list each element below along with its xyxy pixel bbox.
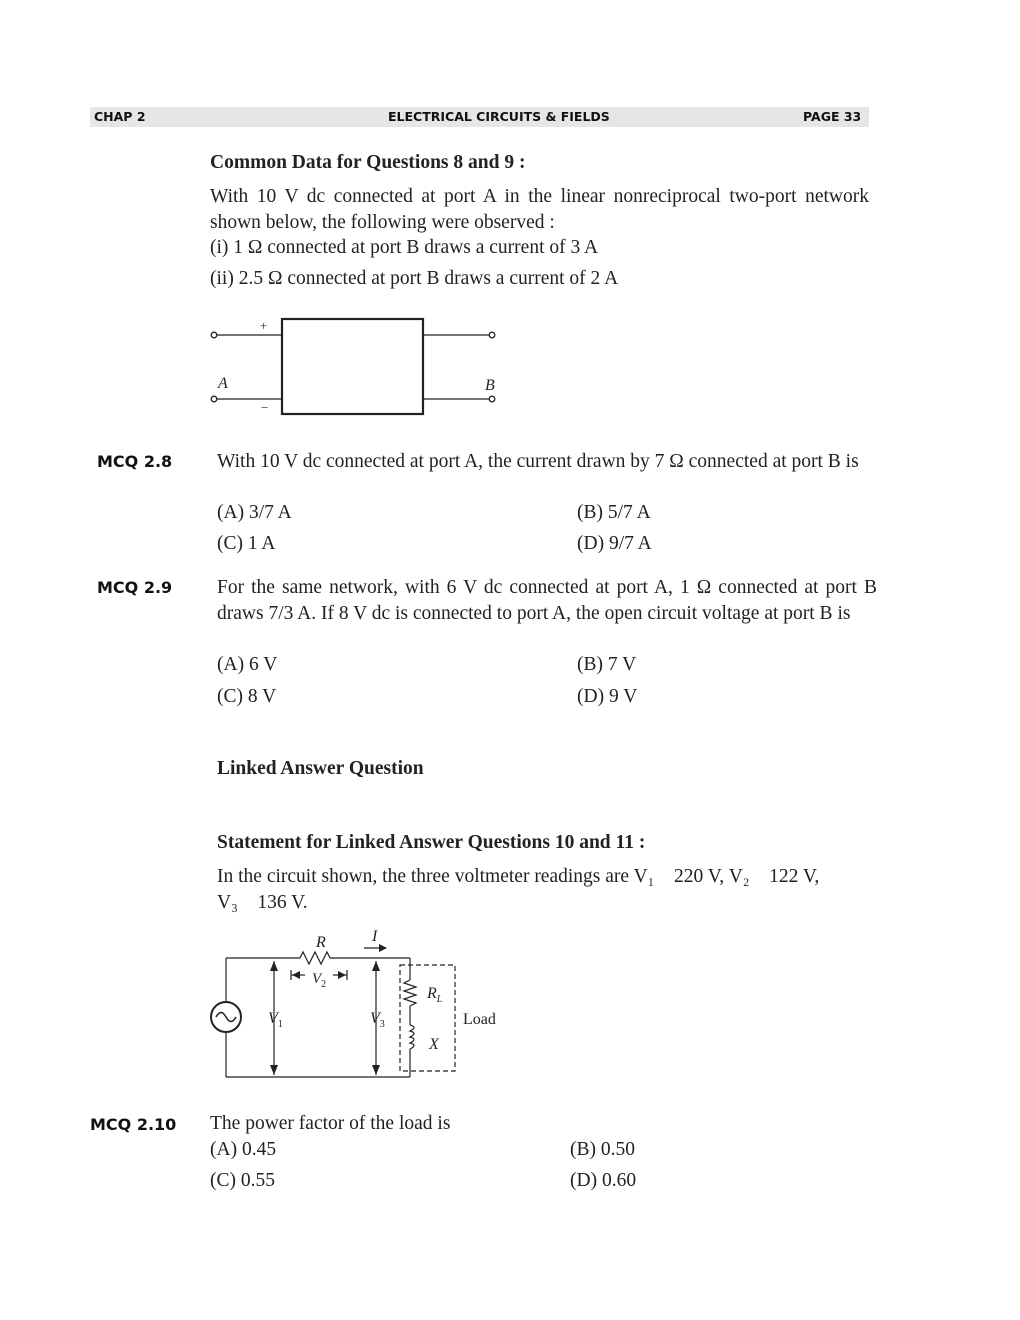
chapter-label: CHAP 2 bbox=[94, 109, 146, 124]
q8-option-c: (C) 1 A bbox=[217, 533, 276, 554]
network-box bbox=[282, 319, 423, 414]
q10-option-c: (C) 0.55 bbox=[210, 1170, 275, 1191]
q10-option-d: (D) 0.60 bbox=[570, 1170, 637, 1191]
plus-sign: + bbox=[260, 318, 268, 333]
page-header bbox=[90, 107, 869, 127]
ac-circuit-diagram bbox=[200, 925, 520, 1085]
reactance-x-label: X bbox=[429, 1036, 439, 1053]
load-resistor-symbol bbox=[404, 980, 416, 1006]
linked-answer-heading: Linked Answer Question bbox=[217, 758, 424, 779]
v1-label: $V_1$ bbox=[268, 1010, 283, 1030]
question-number-10: MCQ 2.10 bbox=[90, 1115, 177, 1134]
resistor-r-symbol bbox=[300, 952, 330, 964]
port-b-label: B bbox=[485, 377, 495, 394]
q10-option-b: (B) 0.50 bbox=[570, 1139, 635, 1160]
inductor-symbol bbox=[410, 1025, 414, 1049]
load-label: Load bbox=[463, 1011, 496, 1028]
q9-option-b: (B) 7 V bbox=[577, 654, 637, 675]
question-9-text: For the same network, with 6 V dc connected at port A, 1 Ω connected at port B draws 7/3 A. If 8 V dc is connected to port A, the open circuit voltage at port B is bbox=[217, 577, 877, 624]
q8-option-d: (D) 9/7 A bbox=[577, 533, 652, 554]
v3-label: $V_3$ bbox=[370, 1010, 385, 1030]
q9-option-c: (C) 8 V bbox=[217, 686, 277, 707]
statement-heading: Statement for Linked Answer Questions 10 and 11 : bbox=[217, 832, 646, 853]
book-title: ELECTRICAL CIRCUITS & FIELDS bbox=[388, 109, 610, 124]
q9-option-d: (D) 9 V bbox=[577, 686, 638, 707]
common-data-intro: With 10 V dc connected at port A in the linear nonreciprocal two-port network shown below, the following were observed : bbox=[210, 186, 869, 233]
question-number-9: MCQ 2.9 bbox=[97, 578, 173, 597]
question-number-8: MCQ 2.8 bbox=[97, 452, 173, 471]
common-data-heading: Common Data for Questions 8 and 9 : bbox=[210, 152, 526, 173]
q8-option-a: (A) 3/7 A bbox=[217, 502, 292, 523]
observation-2: (ii) 2.5 Ω connected at port B draws a current of 2 A bbox=[210, 268, 619, 289]
q8-option-b: (B) 5/7 A bbox=[577, 502, 651, 523]
v2-label: $V_2$ bbox=[312, 971, 327, 990]
statement-line-1: In the circuit shown, the three voltmeter readings are V₁ 220 V, V₂ 122 V, bbox=[217, 866, 820, 887]
statement-line-2: V₃ 136 V. bbox=[217, 892, 308, 913]
port-a-label: A bbox=[218, 375, 228, 392]
question-8-text: With 10 V dc connected at port A, the current drawn by 7 Ω connected at port B is bbox=[217, 451, 859, 472]
current-i-label: I bbox=[372, 928, 378, 945]
rl-label: $R_L$ bbox=[427, 985, 443, 1005]
q10-option-a: (A) 0.45 bbox=[210, 1139, 277, 1160]
two-port-network-diagram bbox=[200, 310, 510, 425]
resistor-r-label: R bbox=[316, 934, 326, 951]
q9-option-a: (A) 6 V bbox=[217, 654, 278, 675]
observation-1: (i) 1 Ω connected at port B draws a current of 3 A bbox=[210, 237, 599, 258]
question-10-text: The power factor of the load is bbox=[210, 1113, 451, 1134]
page-number: PAGE 33 bbox=[803, 109, 862, 124]
minus-sign: − bbox=[261, 400, 269, 415]
